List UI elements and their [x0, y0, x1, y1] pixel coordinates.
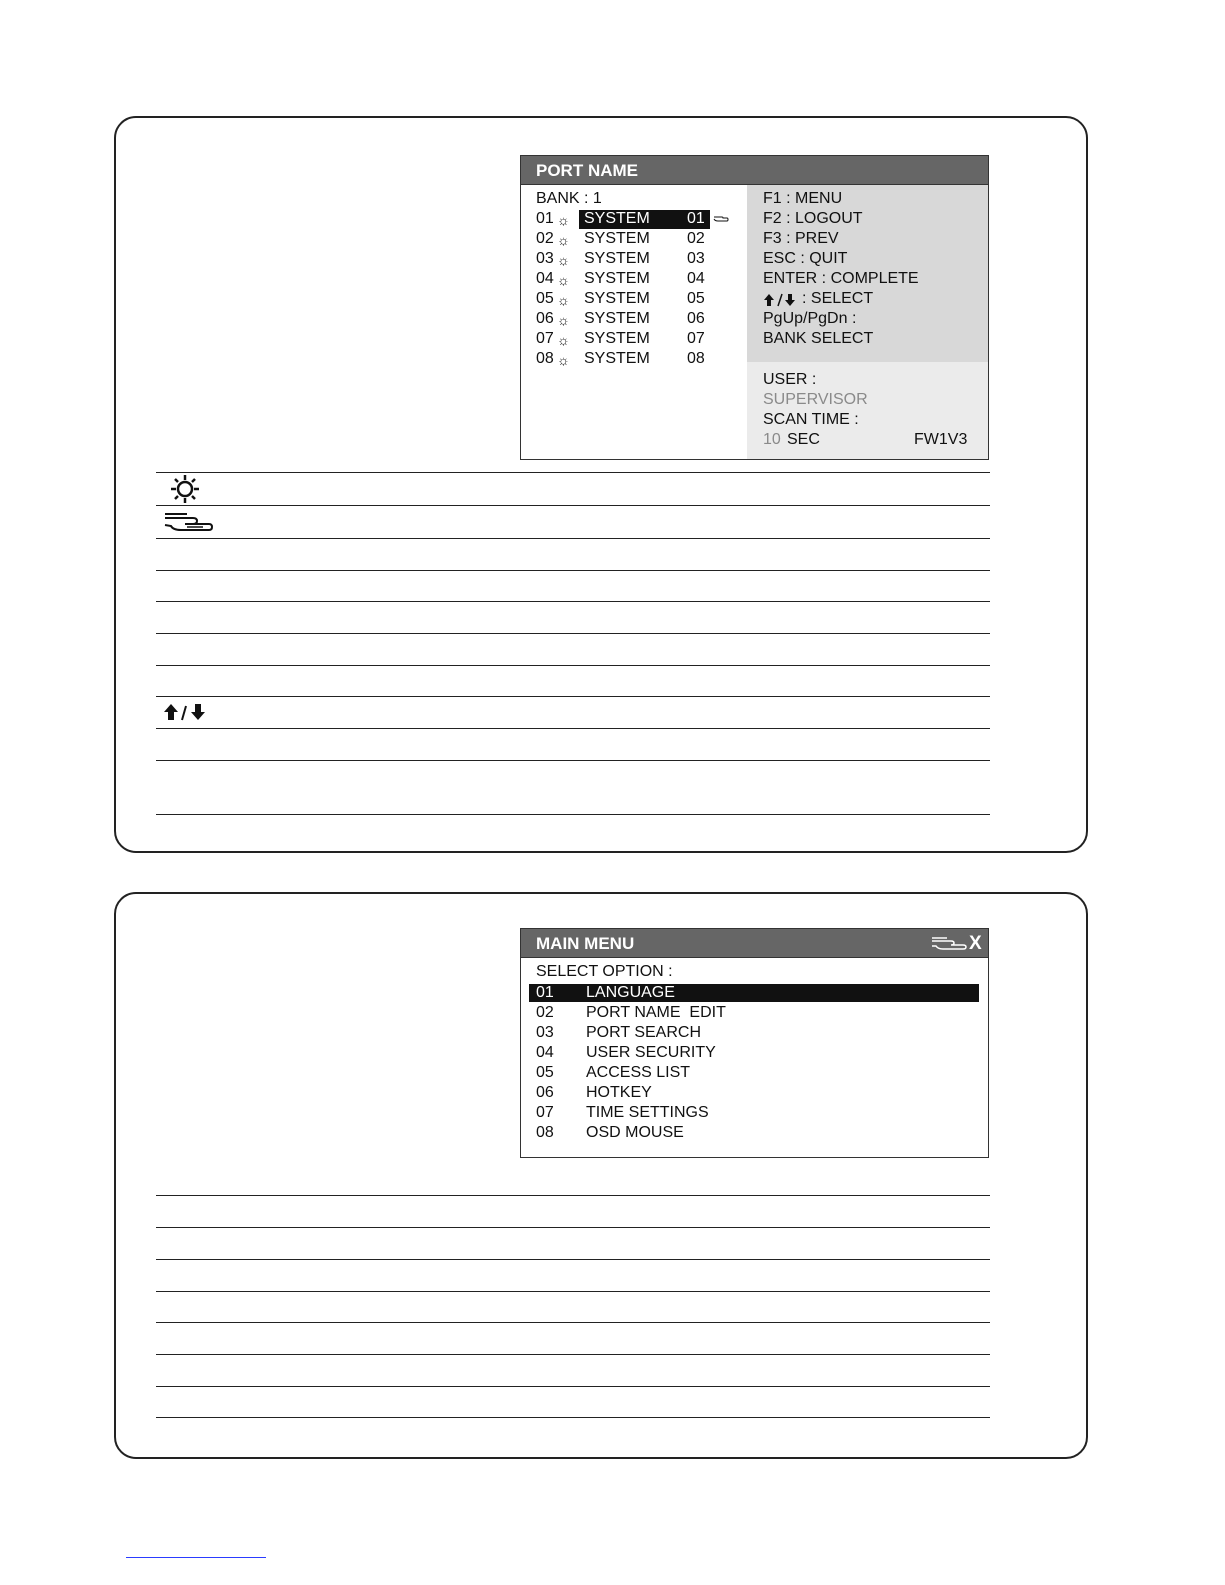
port-name: SYSTEM: [584, 270, 650, 287]
port-name-osd: [520, 155, 989, 460]
scan-time-unit: SEC: [787, 431, 820, 448]
table-rule: [156, 1417, 990, 1418]
sun-icon: ☼: [557, 252, 570, 268]
menu-item-label: ACCESS LIST: [586, 1064, 691, 1081]
table-rule: [156, 728, 990, 729]
port-id: 05: [687, 290, 705, 307]
pointing-hand-icon: [163, 512, 213, 534]
help-panel: [747, 185, 988, 363]
main-menu-title: [521, 929, 988, 958]
close-button[interactable]: X: [969, 933, 982, 954]
help-bank: BANK SELECT: [763, 330, 874, 347]
main-menu-osd: [520, 928, 989, 1158]
port-name: SYSTEM: [584, 250, 650, 267]
table-rule: [156, 665, 990, 666]
sun-icon: ☼: [557, 352, 570, 368]
menu-item-number: 05: [536, 1064, 554, 1081]
help-esc: ESC : QUIT: [763, 250, 848, 267]
port-id: 04: [687, 270, 705, 287]
firmware-version: FW1V3: [914, 431, 968, 448]
table-rule: [156, 1227, 990, 1228]
port-name: SYSTEM: [584, 290, 650, 307]
table-rule: [156, 696, 990, 697]
port-number: 07: [536, 330, 554, 347]
menu-item[interactable]: [521, 1003, 986, 1023]
status-panel: [747, 362, 988, 459]
help-f1: F1 : MENU: [763, 190, 843, 207]
sun-icon: [168, 474, 202, 504]
main-menu-title-text: MAIN MENU: [536, 934, 635, 953]
port-row[interactable]: [521, 269, 747, 289]
table-rule: [156, 505, 990, 506]
port-number: 05: [536, 290, 554, 307]
pointing-hand-icon[interactable]: [931, 937, 967, 951]
table-rule: [156, 601, 990, 602]
table-rule: [156, 1195, 990, 1196]
menu-item[interactable]: [521, 1123, 986, 1143]
sun-icon: ☼: [557, 312, 570, 328]
table-rule: [156, 1259, 990, 1260]
port-row[interactable]: [521, 249, 747, 269]
port-name: SYSTEM: [584, 230, 650, 247]
port-row[interactable]: [521, 209, 747, 229]
up-down-arrows-icon: [763, 293, 801, 307]
help-f2: F2 : LOGOUT: [763, 210, 863, 227]
menu-item-label: OSD MOUSE: [586, 1124, 684, 1141]
footer-link-underline: [126, 1557, 266, 1558]
port-id: 08: [687, 350, 705, 367]
help-select: : SELECT: [802, 290, 874, 307]
menu-item-label: HOTKEY: [586, 1084, 652, 1101]
up-down-arrows-icon: [163, 703, 209, 721]
sun-icon: ☼: [557, 292, 570, 308]
port-row[interactable]: [521, 229, 747, 249]
table-rule: [156, 1386, 990, 1387]
port-name: SYSTEM: [584, 210, 650, 227]
port-id: 01: [687, 210, 705, 227]
menu-item-number: 01: [536, 984, 554, 1001]
table-rule: [156, 538, 990, 539]
bank-label: BANK : 1: [536, 190, 602, 207]
table-rule: [156, 1291, 990, 1292]
menu-item-label: TIME SETTINGS: [586, 1104, 709, 1121]
user-label: USER :: [763, 371, 817, 388]
port-name-title: PORT NAME: [521, 156, 988, 185]
port-name: SYSTEM: [584, 310, 650, 327]
sun-icon: ☼: [557, 332, 570, 348]
menu-item-number: 06: [536, 1084, 554, 1101]
port-row[interactable]: [521, 329, 747, 349]
menu-item-number: 03: [536, 1024, 554, 1041]
table-rule: [156, 570, 990, 571]
menu-item-number: 02: [536, 1004, 554, 1021]
port-row[interactable]: [521, 289, 747, 309]
help-enter: ENTER : COMPLETE: [763, 270, 919, 287]
select-option-prompt: SELECT OPTION :: [536, 963, 673, 980]
table-rule: [156, 1322, 990, 1323]
table-rule: [156, 1354, 990, 1355]
port-id: 03: [687, 250, 705, 267]
menu-item-label: LANGUAGE: [586, 984, 675, 1001]
menu-item[interactable]: [521, 1043, 986, 1063]
table-rule: [156, 760, 990, 761]
sun-icon: ☼: [557, 232, 570, 248]
menu-item[interactable]: [521, 983, 986, 1003]
menu-item[interactable]: [521, 1103, 986, 1123]
pointing-hand-icon: [713, 215, 729, 223]
scan-time-label: SCAN TIME :: [763, 411, 859, 428]
port-row[interactable]: [521, 349, 747, 369]
scan-time-value: 10: [763, 431, 781, 448]
port-number: 03: [536, 250, 554, 267]
menu-item-label: PORT NAME EDIT: [586, 1004, 726, 1021]
port-list: [521, 185, 748, 459]
table-rule: [156, 472, 990, 473]
port-number: 04: [536, 270, 554, 287]
port-name: SYSTEM: [584, 350, 650, 367]
help-pgup: PgUp/PgDn :: [763, 310, 857, 327]
table-rule: [156, 633, 990, 634]
table-rule: [156, 814, 990, 815]
port-row[interactable]: [521, 309, 747, 329]
menu-item-label: USER SECURITY: [586, 1044, 716, 1061]
menu-item-number: 07: [536, 1104, 554, 1121]
port-number: 02: [536, 230, 554, 247]
menu-item[interactable]: [521, 1063, 986, 1083]
menu-item-number: 08: [536, 1124, 554, 1141]
menu-item-label: PORT SEARCH: [586, 1024, 701, 1041]
port-id: 07: [687, 330, 705, 347]
menu-item[interactable]: [521, 1083, 986, 1103]
port-number: 08: [536, 350, 554, 367]
menu-item[interactable]: [521, 1023, 986, 1043]
user-value: SUPERVISOR: [763, 391, 868, 408]
sun-icon: ☼: [557, 272, 570, 288]
help-f3: F3 : PREV: [763, 230, 839, 247]
port-id: 06: [687, 310, 705, 327]
menu-item-number: 04: [536, 1044, 554, 1061]
port-name: SYSTEM: [584, 330, 650, 347]
sun-icon: ☼: [557, 212, 570, 228]
port-id: 02: [687, 230, 705, 247]
port-number: 06: [536, 310, 554, 327]
port-number: 01: [536, 210, 554, 227]
